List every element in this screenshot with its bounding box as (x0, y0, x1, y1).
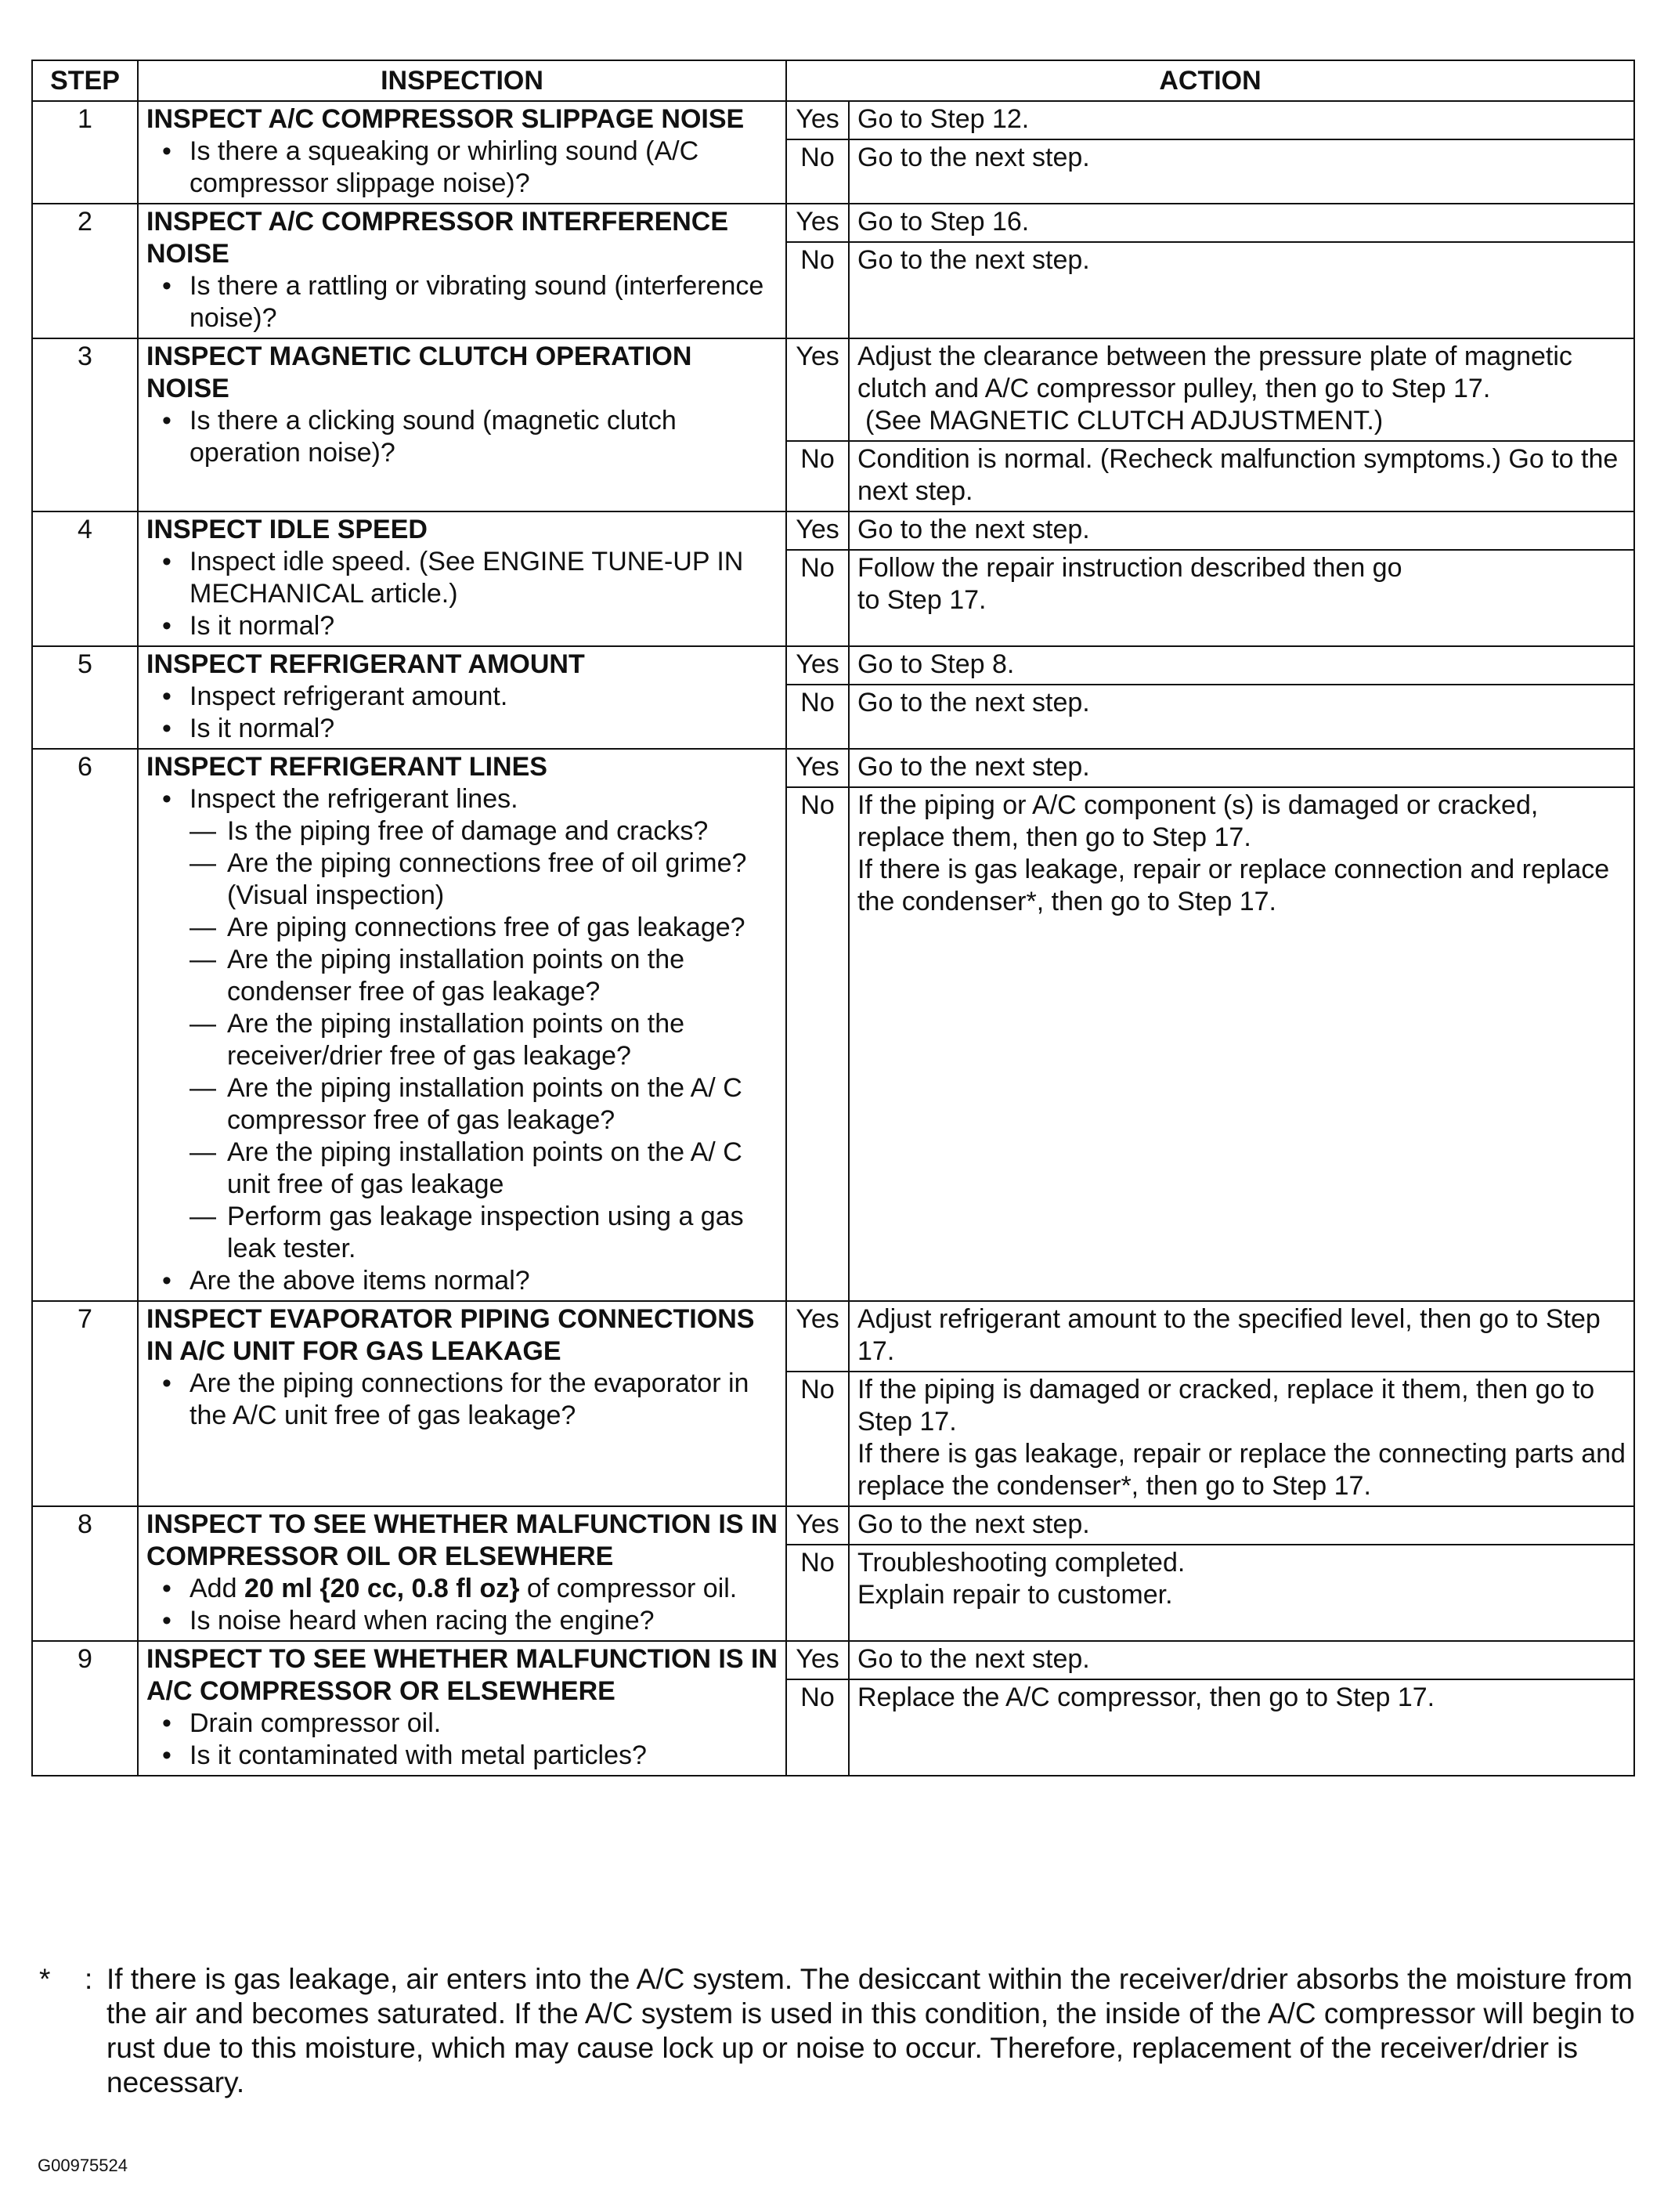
inspection-subitem: — Are the piping connections free of oil grime? (Visual inspection) (190, 848, 778, 912)
inspection-title: INSPECT A/C COMPRESSOR SLIPPAGE NOISE (146, 104, 745, 134)
action-text: Go to the next step. (857, 515, 1090, 544)
inspection-bullets (146, 270, 778, 334)
inspection-bullet: • Is there a rattling or vibrating sound (interference noise)? (146, 270, 778, 334)
inspection-bullets (146, 1368, 778, 1432)
action-text: Go to the next step. (857, 1509, 1090, 1539)
step-number: 1 (32, 101, 138, 204)
table-row (32, 338, 1634, 441)
inspection-title: INSPECT TO SEE WHETHER MALFUNCTION IS IN COMPRESSOR OIL OR ELSEWHERE (146, 1509, 778, 1571)
action-reference: (See MAGNETIC CLUTCH ADJUSTMENT.) (865, 406, 1384, 436)
header-action: ACTION (786, 60, 1634, 101)
step-number: 9 (32, 1641, 138, 1776)
oil-amount: 20 ml {20 cc, 0.8 fl oz} (244, 1574, 520, 1603)
inspection-subitem: — Are the piping installation points on the A/ C compressor free of gas leakage? (190, 1072, 778, 1137)
inspection-bullet-text: Inspect the refrigerant lines. (190, 784, 518, 814)
action-text: Adjust the clearance between the pressure plate of magnetic clutch and A/C compressor pulley, then go to Step 17. (857, 342, 1572, 403)
no-action (849, 550, 1634, 646)
yes-action (849, 1506, 1634, 1545)
action-text: Go to the next step. (857, 245, 1090, 275)
inspection-bullets (146, 1708, 778, 1772)
no-action (849, 685, 1634, 749)
footnote-text: If there is gas leakage, air enters into the A/C system. The desiccant within the receiver/drier absorbs the moisture from the air and becomes saturated. If the A/C system is used in this condition, the inside of the A/C compressor will begin to rust due to this moisture, which may cause lock up or noise to occur. Therefore, replacement of the receiver/drier is necessary. (106, 1963, 1635, 2098)
inspection-bullet: • Inspect idle speed. (See ENGINE TUNE-UP IN MECHANICAL article.) (146, 546, 778, 610)
inspection-title: INSPECT A/C COMPRESSOR INTERFERENCE NOISE (146, 207, 729, 269)
footnote-body (85, 1962, 1643, 2100)
inspection-bullet: • Are the piping connections for the evaporator in the A/C unit free of gas leakage? (146, 1368, 778, 1432)
header-inspection: INSPECTION (138, 60, 786, 101)
yes-action (849, 1641, 1634, 1679)
inspection-bullet: • Is it normal? (146, 610, 778, 642)
yes-action (849, 101, 1634, 139)
action-text: If the piping or A/C component (s) is damaged or cracked, replace them, then go to Step 17. (857, 790, 1539, 852)
table-row (32, 204, 1634, 242)
inspection-cell (138, 1301, 786, 1506)
inspection-bullets (146, 783, 778, 1297)
no-label: No (786, 139, 849, 204)
footnote-colon: : (85, 1963, 93, 1995)
yes-action (849, 204, 1634, 242)
step-number: 2 (32, 204, 138, 338)
header-step: STEP (32, 60, 138, 101)
yes-label: Yes (786, 204, 849, 242)
table-row (32, 1641, 1634, 1679)
inspection-bullet: • Is there a clicking sound (magnetic clutch operation noise)? (146, 405, 778, 469)
inspection-bullets (146, 1573, 778, 1637)
yes-label: Yes (786, 646, 849, 685)
table-row (32, 101, 1634, 139)
inspection-bullet: • Is noise heard when racing the engine? (146, 1605, 778, 1637)
inspection-subitem: — Are the piping installation points on the condenser free of gas leakage? (190, 944, 778, 1008)
action-text: Replace the A/C compressor, then go to Step 17. (857, 1682, 1435, 1712)
no-action (849, 139, 1634, 204)
no-label: No (786, 1545, 849, 1641)
inspection-bullet: • Is it contaminated with metal particles? (146, 1740, 778, 1772)
no-label: No (786, 1679, 849, 1776)
inspection-title: INSPECT IDLE SPEED (146, 515, 428, 544)
step-number: 5 (32, 646, 138, 749)
inspection-bullets (146, 681, 778, 745)
inspection-title: INSPECT MAGNETIC CLUTCH OPERATION NOISE (146, 342, 692, 403)
inspection-cell (138, 204, 786, 338)
yes-label: Yes (786, 338, 849, 441)
inspection-subitem: — Perform gas leakage inspection using a gas leak tester. (190, 1201, 778, 1265)
inspection-bullets (146, 405, 778, 469)
troubleshooting-sheet (31, 60, 1633, 1776)
action-text: Go to Step 16. (857, 207, 1030, 237)
inspection-title: INSPECT TO SEE WHETHER MALFUNCTION IS IN A/C COMPRESSOR OR ELSEWHERE (146, 1644, 778, 1706)
no-action (849, 1545, 1634, 1641)
yes-label: Yes (786, 1641, 849, 1679)
action-text: Go to Step 12. (857, 104, 1030, 134)
inspection-subitems (146, 815, 778, 1265)
yes-label: Yes (786, 1301, 849, 1372)
inspection-cell (138, 749, 786, 1301)
table-row (32, 646, 1634, 685)
no-label: No (786, 787, 849, 1301)
troubleshooting-table (31, 60, 1635, 1776)
inspection-cell (138, 646, 786, 749)
no-action (849, 441, 1634, 511)
action-text: Go to the next step. (857, 752, 1090, 782)
inspection-bullet: • Drain compressor oil. (146, 1708, 778, 1740)
yes-label: Yes (786, 101, 849, 139)
action-text: Follow the repair instruction described then go to Step 17. (857, 553, 1402, 615)
yes-label: Yes (786, 749, 849, 787)
inspection-subitem: — Are the piping installation points on the receiver/drier free of gas leakage? (190, 1008, 778, 1072)
step-number: 8 (32, 1506, 138, 1641)
add-suffix: of compressor oil. (519, 1574, 738, 1603)
inspection-bullets (146, 136, 778, 200)
inspection-cell (138, 338, 786, 511)
table-row (32, 749, 1634, 787)
yes-label: Yes (786, 1506, 849, 1545)
step-number: 3 (32, 338, 138, 511)
yes-action (849, 511, 1634, 550)
no-label: No (786, 242, 849, 338)
action-text: Explain repair to customer. (857, 1580, 1173, 1610)
no-action (849, 1372, 1634, 1506)
inspection-cell (138, 511, 786, 646)
footnote-mark: * (39, 1963, 51, 1995)
yes-action (849, 646, 1634, 685)
table-row (32, 1301, 1634, 1372)
action-text: Go to the next step. (857, 688, 1090, 717)
yes-label: Yes (786, 511, 849, 550)
action-text: If there is gas leakage, repair or replace connection and replace the condenser*, then go to Step 17. (857, 855, 1610, 916)
no-action (849, 1679, 1634, 1776)
inspection-bullets (146, 546, 778, 642)
action-text: If there is gas leakage, repair or replace the connecting parts and replace the condenser*, then go to Step 17. (857, 1439, 1626, 1501)
action-text: Go to Step 8. (857, 649, 1015, 679)
inspection-subitem: — Are the piping installation points on the A/ C unit free of gas leakage (190, 1137, 778, 1201)
inspection-cell (138, 1506, 786, 1641)
action-text: If the piping is damaged or cracked, replace it them, then go to Step 17. (857, 1375, 1595, 1437)
action-text: Adjust refrigerant amount to the specified level, then go to Step 17. (857, 1304, 1601, 1366)
table-header-row (32, 60, 1634, 101)
inspection-title: INSPECT EVAPORATOR PIPING CONNECTIONS IN A/C UNIT FOR GAS LEAKAGE (146, 1304, 755, 1366)
step-number: 6 (32, 749, 138, 1301)
inspection-cell (138, 101, 786, 204)
inspection-subitem: — Are piping connections free of gas leakage? (190, 912, 778, 944)
inspection-bullet (146, 783, 778, 1265)
yes-action (849, 338, 1634, 441)
action-text: Go to the next step. (857, 143, 1090, 172)
inspection-bullet (146, 1573, 778, 1605)
table-row (32, 1506, 1634, 1545)
inspection-bullet: • Is there a squeaking or whirling sound (A/C compressor slippage noise)? (146, 136, 778, 200)
inspection-title: INSPECT REFRIGERANT LINES (146, 752, 547, 782)
action-text: Condition is normal. (Recheck malfunction symptoms.) Go to the next step. (857, 444, 1619, 506)
inspection-cell (138, 1641, 786, 1776)
no-action (849, 787, 1634, 1301)
action-text: Troubleshooting completed. (857, 1548, 1186, 1578)
step-number: 7 (32, 1301, 138, 1506)
inspection-subitem: — Is the piping free of damage and cracks? (190, 815, 778, 848)
no-label: No (786, 685, 849, 749)
yes-action (849, 749, 1634, 787)
no-action (849, 242, 1634, 338)
no-label: No (786, 550, 849, 646)
figure-id: G00975524 (38, 2156, 128, 2175)
inspection-bullet: • Is it normal? (146, 713, 778, 745)
table-row (32, 511, 1634, 550)
add-prefix: Add (190, 1574, 244, 1603)
no-label: No (786, 441, 849, 511)
action-text: Go to the next step. (857, 1644, 1090, 1674)
inspection-bullet: • Are the above items normal? (146, 1265, 778, 1297)
yes-action (849, 1301, 1634, 1372)
step-number: 4 (32, 511, 138, 646)
no-label: No (786, 1372, 849, 1506)
inspection-bullet: • Inspect refrigerant amount. (146, 681, 778, 713)
inspection-title: INSPECT REFRIGERANT AMOUNT (146, 649, 585, 679)
